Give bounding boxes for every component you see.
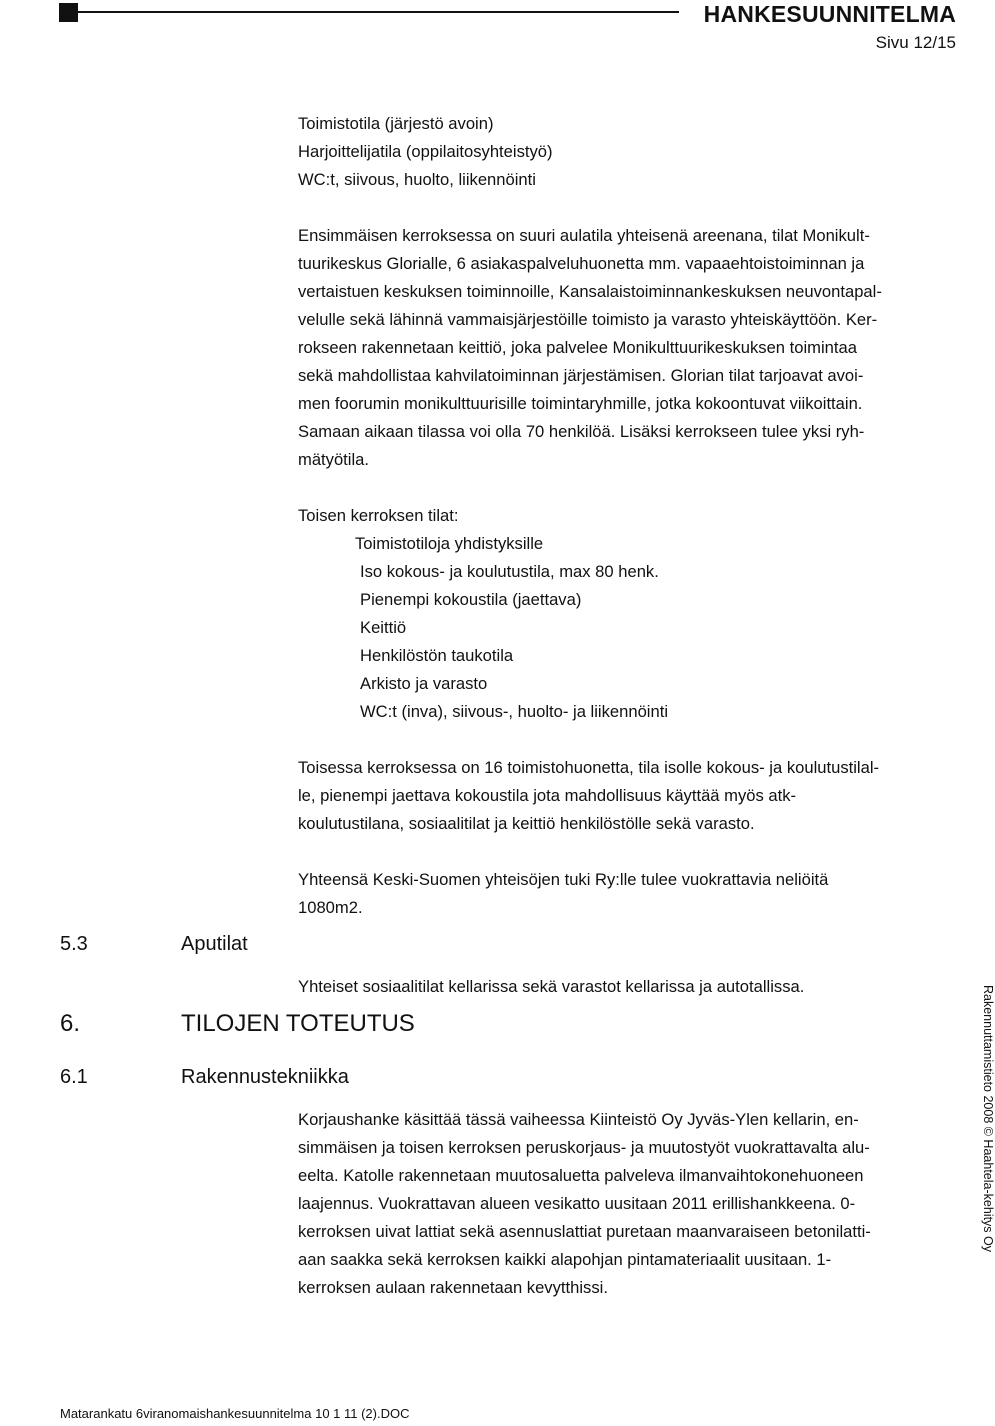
list-item: Pienempi kokoustila (jaettava): [360, 590, 582, 609]
section-number: 6.: [60, 1010, 81, 1037]
header-rule: [78, 11, 679, 13]
first-floor-space-list: [298, 110, 553, 194]
list-item: WC:t, siivous, huolto, liikennöinti: [298, 170, 536, 189]
first-floor-paragraph: [298, 222, 882, 474]
paragraph-line: velulle sekä lähinnä vammaisjärjestöille toimisto ja varasto yhteiskäyttöön. Ker-: [298, 310, 878, 329]
section-title: TILOJEN TOTEUTUS: [181, 1010, 415, 1037]
list-item: Keittiö: [360, 618, 407, 637]
second-floor-first-item: Toimistotiloja yhdistyksille: [355, 534, 544, 553]
paragraph-line: Ensimmäisen kerroksessa on suuri aulatila yhteisenä areenana, tilat Monikult-: [298, 226, 870, 245]
paragraph-line: Korjaushanke käsittää tässä vaiheessa Kiinteistö Oy Jyväs-Ylen kellarin, en-: [298, 1110, 859, 1129]
paragraph-line: koulutustilana, sosiaalitilat ja keittiö henkilöstölle sekä varasto.: [298, 814, 755, 833]
paragraph-line: Yhteensä Keski-Suomen yhteisöjen tuki Ry:lle tulee vuokrattavia neliöitä: [298, 870, 829, 889]
paragraph-line: 1080m2.: [298, 898, 363, 917]
list-item: Iso kokous- ja koulutustila, max 80 henk.: [360, 562, 659, 581]
page-number: Sivu 12/15: [875, 33, 956, 52]
construction-paragraph: [298, 1106, 871, 1302]
paragraph-line: tuurikeskus Glorialle, 6 asiakaspalveluhuonetta mm. vapaaehtoistoiminnan ja: [298, 254, 865, 273]
section-number: 5.3: [60, 933, 88, 955]
section-heading-6-1: [60, 1066, 460, 1092]
paragraph-line: eelta. Katolle rakennetaan muutosaluetta palveleva ilmanvaihtokonehuoneen: [298, 1166, 864, 1185]
auxiliary-spaces-paragraph: Yhteiset sosiaalitilat kellarissa sekä varastot kellarissa ja autotallissa.: [298, 977, 805, 996]
paragraph-line: men foorumin monikulttuurisille toimintaryhmille, jotka kokoontuvat viikoittain.: [298, 394, 863, 413]
list-item: WC:t (inva), siivous-, huolto- ja liikennöinti: [360, 702, 669, 721]
second-floor-space-list: [360, 558, 668, 726]
list-item: Henkilöstön taukotila: [360, 646, 514, 665]
paragraph-line: Toisessa kerroksessa on 16 toimistohuonetta, tila isolle kokous- ja koulutustilal-: [298, 758, 880, 777]
paragraph-line: simmäisen ja toisen kerroksen peruskorjaus- ja muutostyöt vuokrattavalta alu-: [298, 1138, 870, 1157]
paragraph-line: kerroksen aulaan rakennetaan kevytthissi.: [298, 1278, 608, 1297]
paragraph-line: rokseen rakennetaan keittiö, joka palvelee Monikulttuurikeskuksen toimintaa: [298, 338, 857, 357]
paragraph-line: Samaan aikaan tilassa voi olla 70 henkilöä. Lisäksi kerrokseen tulee yksi ryh-: [298, 422, 865, 441]
list-item: Toimistotila (järjestö avoin): [298, 114, 494, 133]
paragraph-line: laajennus. Vuokrattavan alueen vesikatto uusitaan 2011 erillishankkeena. 0-: [298, 1194, 856, 1213]
list-item: Harjoittelijatila (oppilaitosyhteistyö): [298, 142, 553, 161]
section-heading-5-3: [60, 933, 360, 959]
paragraph-line: vertaistuen keskuksen toiminnoille, Kansalaistoiminnankeskuksen neuvontapal-: [298, 282, 882, 301]
document-title: HANKESUUNNITELMA: [703, 1, 956, 27]
paragraph-line: aan saakka sekä kerroksen kaikki alapohjan pintamateriaalit uusitaan. 1-: [298, 1250, 832, 1269]
paragraph-line: mätyötila.: [298, 450, 370, 469]
paragraph-line: kerroksen uivat lattiat sekä asennuslattiat puretaan maanvaraiseen betonilatti-: [298, 1222, 871, 1241]
section-title: Rakennustekniikka: [181, 1066, 349, 1088]
paragraph-line: sekä mahdollistaa kahvilatoiminnan järjestämisen. Glorian tilat tarjoavat avoi-: [298, 366, 864, 385]
section-title: Aputilat: [181, 933, 248, 955]
paragraph-line: le, pienempi jaettava kokoustila jota mahdollisuus käyttää myös atk-: [298, 786, 797, 805]
section-heading-6: [60, 1010, 460, 1040]
second-floor-heading: Toisen kerroksen tilat:: [298, 506, 459, 525]
copyright-side-text: Rakennuttamistieto 2008 © Haahtela-kehitys Oy: [981, 985, 995, 1252]
total-area-paragraph: [298, 866, 828, 922]
footer-filename: Matarankatu 6viranomaishankesuunnitelma 10 1 11 (2).DOC: [60, 1406, 410, 1421]
section-number: 6.1: [60, 1066, 88, 1088]
list-item: Arkisto ja varasto: [360, 674, 488, 693]
second-floor-paragraph: [298, 754, 879, 838]
header-square: [59, 3, 78, 22]
